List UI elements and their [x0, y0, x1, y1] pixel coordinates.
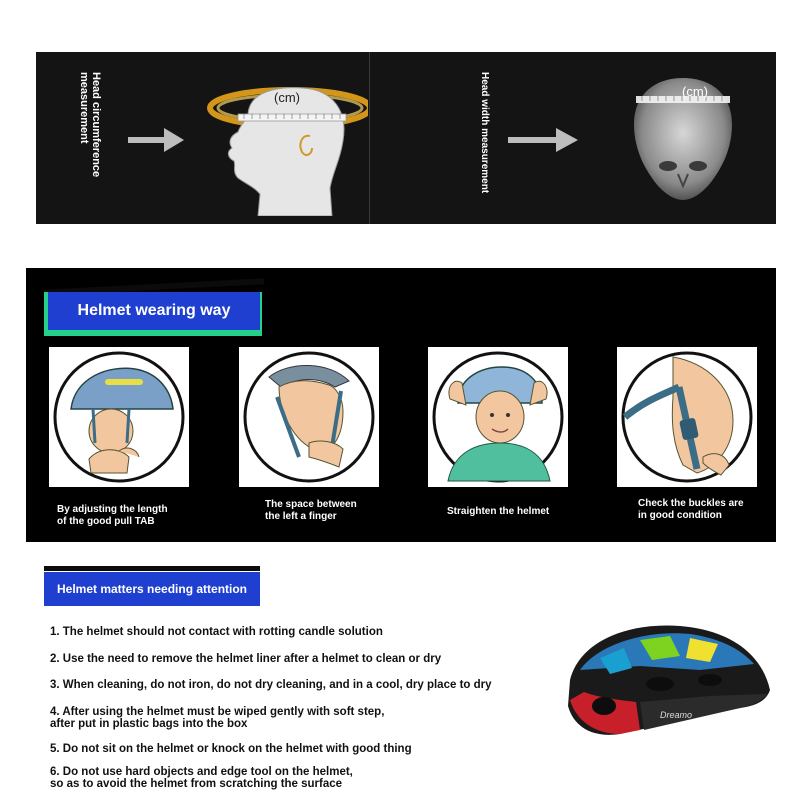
wearing-title: Helmet wearing way — [48, 292, 260, 330]
wearing-step-caption: Check the buckles are in good condition — [638, 498, 744, 521]
wearing-step-caption: The space between the left a finger — [265, 499, 357, 522]
arrow-right-icon — [128, 128, 184, 152]
attention-title-banner — [44, 566, 260, 606]
wearing-step-card — [428, 347, 568, 487]
straighten-helmet-illustration — [428, 347, 568, 487]
finger-space-illustration — [239, 347, 379, 487]
wearing-step-caption: Straighten the helmet — [447, 506, 550, 517]
wearing-step-caption: By adjusting the length of the good pull TAB — [57, 504, 168, 527]
wearing-step-card — [617, 347, 757, 487]
attention-item: 6. Do not use hard objects and edge tool on the helmet, so as to avoid the helmet from scratching the surface — [50, 766, 353, 790]
head-profile-illustration — [198, 66, 368, 216]
wearing-section — [26, 268, 776, 542]
attention-item: 1. The helmet should not contact with rotting candle solution — [50, 626, 383, 638]
helmet-product-image — [540, 610, 780, 760]
attention-item: 5. Do not sit on the helmet or knock on the helmet with good thing — [50, 743, 412, 755]
unit-label-circumference: (cm) — [274, 90, 300, 105]
head-width-label: Head width measurement — [479, 72, 490, 194]
section-divider — [369, 52, 370, 224]
wearing-step-card — [49, 347, 189, 487]
attention-title: Helmet matters needing attention — [44, 572, 260, 606]
unit-label-width: (cm) — [682, 84, 708, 99]
attention-item: 2. Use the need to remove the helmet liner after a helmet to clean or dry — [50, 653, 442, 665]
head-circumference-label: Head circumference measurement — [78, 72, 102, 178]
helmet-brand-text: Dreamo — [660, 710, 693, 720]
measurement-panel — [36, 52, 776, 224]
check-buckle-illustration — [617, 347, 757, 487]
attention-item: 4. After using the helmet must be wiped gently with soft step, after put in plastic bags into the box — [50, 706, 385, 730]
attention-item: 3. When cleaning, do not iron, do not dry cleaning, and in a cool, dry place to dry — [50, 679, 492, 691]
arrow-right-icon — [508, 128, 578, 152]
adjust-strap-illustration — [49, 347, 189, 487]
wearing-step-card — [239, 347, 379, 487]
wearing-title-banner — [44, 284, 264, 336]
